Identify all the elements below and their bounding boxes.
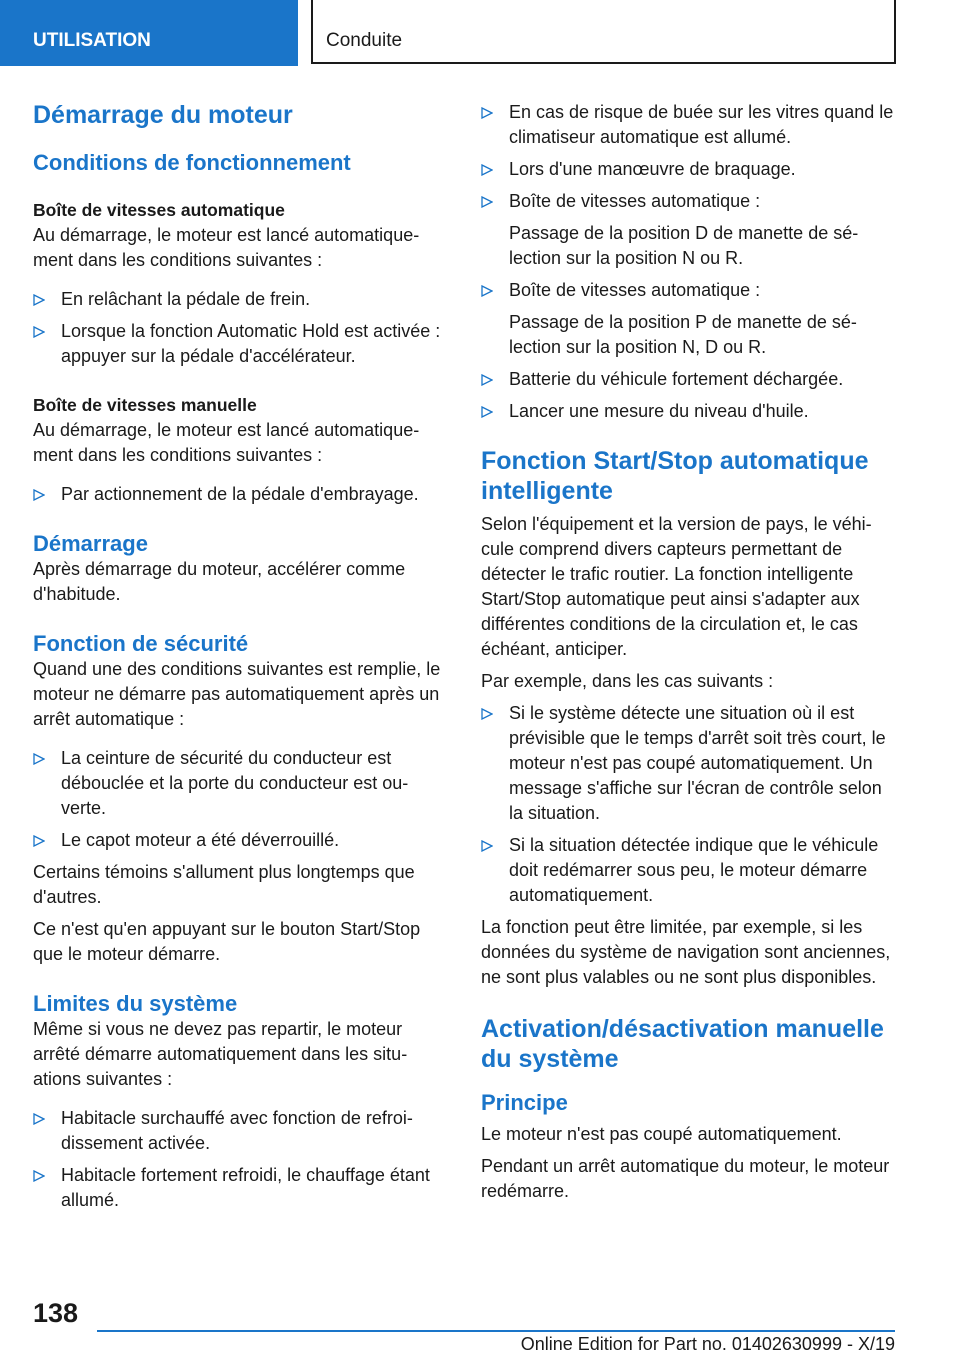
heading-principe: Principe — [481, 1090, 568, 1115]
paragraph: Par exemple, dans les cas suivants : — [481, 671, 774, 691]
paragraph: Au démarrage, le moteur est lancé automatiquement dans les conditions suivantes : — [33, 225, 420, 270]
triangle-bullet-icon — [481, 840, 493, 852]
triangle-bullet-icon — [481, 285, 493, 297]
bullet-list — [33, 287, 447, 369]
triangle-bullet-icon — [33, 326, 45, 338]
page-header — [0, 0, 960, 66]
list-item — [481, 701, 895, 826]
triangle-bullet-icon — [33, 753, 45, 765]
list-item-text: En cas de risque de buée sur les vitres quand le climatiseur automatique est allumé. — [509, 102, 894, 147]
paragraph: Au démarrage, le moteur est lancé automatiquement dans les conditions suivantes : — [33, 420, 420, 465]
triangle-bullet-icon — [481, 406, 493, 418]
triangle-bullet-icon — [481, 107, 493, 119]
heading-activation: Activation/désactivation manuelle du système — [481, 1015, 884, 1073]
list-item-text: Lorsque la fonction Automatic Hold est activée : appuyer sur la pédale d'accélérateur. — [61, 321, 441, 366]
footer-edition: Online Edition for Part no. 01402630999 - X/19 — [520, 1334, 895, 1354]
heading-start-stop: Fonction Start/Stop automatique intelligente — [481, 447, 869, 505]
page-number: 138 — [33, 1298, 79, 1328]
chapter-tab: Conduite — [311, 0, 896, 64]
list-item-text: Par actionnement de la pédale d'embrayage. — [61, 484, 419, 504]
list-item-text: Lors d'une manœuvre de braquage. — [509, 159, 796, 179]
paragraph: Ce n'est qu'en appuyant sur le bouton Start/Stop que le moteur démarre. — [33, 919, 421, 964]
list-item — [481, 833, 895, 908]
list-item-text: Habitacle surchauffé avec fonction de refroidissement activée. — [61, 1108, 413, 1153]
list-item — [481, 399, 895, 424]
left-column — [33, 100, 447, 1213]
list-item — [481, 189, 895, 271]
list-item-text: Le capot moteur a été déverrouillé. — [61, 830, 340, 850]
heading-conditions: Conditions de fonctionnement — [33, 150, 351, 175]
list-item-text: Boîte de vitesses automatique : — [509, 280, 761, 300]
paragraph: Quand une des conditions suivantes est remplie, le moteur ne démarre pas automatiquement après un arrêt automatique : — [33, 659, 441, 729]
list-item-text: La ceinture de sécurité du conducteur est débouclée et la porte du conducteur est ouverte. — [61, 748, 409, 818]
heading-securite: Fonction de sécurité — [33, 631, 249, 656]
list-item-text: Si la situation détectée indique que le véhicule doit redémarrer sous peu, le moteur démarre automatiquement. — [509, 835, 879, 905]
bullet-list — [481, 701, 895, 908]
heading-demarrage-moteur: Démarrage du moteur — [33, 101, 293, 129]
triangle-bullet-icon — [33, 1170, 45, 1182]
heading-demarrage: Démarrage — [33, 531, 148, 556]
list-item-subtext: Passage de la position D de manette de sélection sur la position N ou R. — [509, 223, 859, 268]
list-item — [33, 287, 447, 312]
triangle-bullet-icon — [481, 164, 493, 176]
paragraph: Le moteur n'est pas coupé automatiquement. — [481, 1124, 842, 1144]
list-item — [481, 100, 895, 150]
list-item — [481, 278, 895, 360]
bullet-list — [481, 100, 895, 424]
footer-divider — [97, 1330, 895, 1332]
heading-limites: Limites du système — [33, 991, 238, 1016]
triangle-bullet-icon — [481, 196, 493, 208]
list-item — [33, 482, 447, 507]
bullet-list — [33, 1106, 447, 1213]
list-item-text: Habitacle fortement refroidi, le chauffage étant allumé. — [61, 1165, 430, 1210]
triangle-bullet-icon — [481, 374, 493, 386]
paragraph: Selon l'équipement et la version de pays, le véhicule comprend divers capteurs permettant de détecter le trafic routier. La fonction intelligente Start/Stop automatique peut ainsi s'adapter aux différentes conditions de la circulation et, le cas échéant, anticiper. — [481, 514, 872, 659]
paragraph: Même si vous ne devez pas repartir, le moteur arrêté démarre automatiquement dans les situations suivantes : — [33, 1019, 408, 1089]
list-item-text: Si le système détecte une situation où il est prévisible que le temps d'arrêt soit très court, le moteur n'est pas coupé automatiquement. Un message s'affiche sur l'écran de contrôle selon la situation. — [509, 703, 886, 823]
bullet-list — [33, 482, 447, 507]
paragraph: Certains témoins s'allument plus longtemps que d'autres. — [33, 862, 415, 907]
paragraph: Pendant un arrêt automatique du moteur, le moteur redémarre. — [481, 1156, 890, 1201]
list-item-text: Batterie du véhicule fortement déchargée. — [509, 369, 844, 389]
triangle-bullet-icon — [481, 708, 493, 720]
right-column — [481, 100, 895, 1204]
triangle-bullet-icon — [33, 1113, 45, 1125]
list-item — [33, 828, 447, 853]
list-item-text: Boîte de vitesses automatique : — [509, 191, 761, 211]
section-tab: UTILISATION — [0, 0, 298, 66]
subheading-manual-gearbox: Boîte de vitesses manuelle — [33, 395, 257, 415]
list-item — [33, 746, 447, 821]
list-item-text: Lancer une mesure du niveau d'huile. — [509, 401, 809, 421]
paragraph: Après démarrage du moteur, accélérer comme d'habitude. — [33, 559, 406, 604]
list-item — [33, 319, 447, 369]
triangle-bullet-icon — [33, 835, 45, 847]
paragraph: La fonction peut être limitée, par exemple, si les données du système de navigation sont anciennes, ne sont plus valables ou ne sont plus disponibles. — [481, 917, 891, 987]
bullet-list — [33, 746, 447, 853]
list-item — [33, 1106, 447, 1156]
list-item — [481, 367, 895, 392]
list-item — [481, 157, 895, 182]
list-item-text: En relâchant la pédale de frein. — [61, 289, 311, 309]
triangle-bullet-icon — [33, 489, 45, 501]
triangle-bullet-icon — [33, 294, 45, 306]
list-item — [33, 1163, 447, 1213]
subheading-auto-gearbox: Boîte de vitesses automatique — [33, 200, 285, 220]
list-item-subtext: Passage de la position P de manette de sélection sur la position N, D ou R. — [509, 312, 857, 357]
